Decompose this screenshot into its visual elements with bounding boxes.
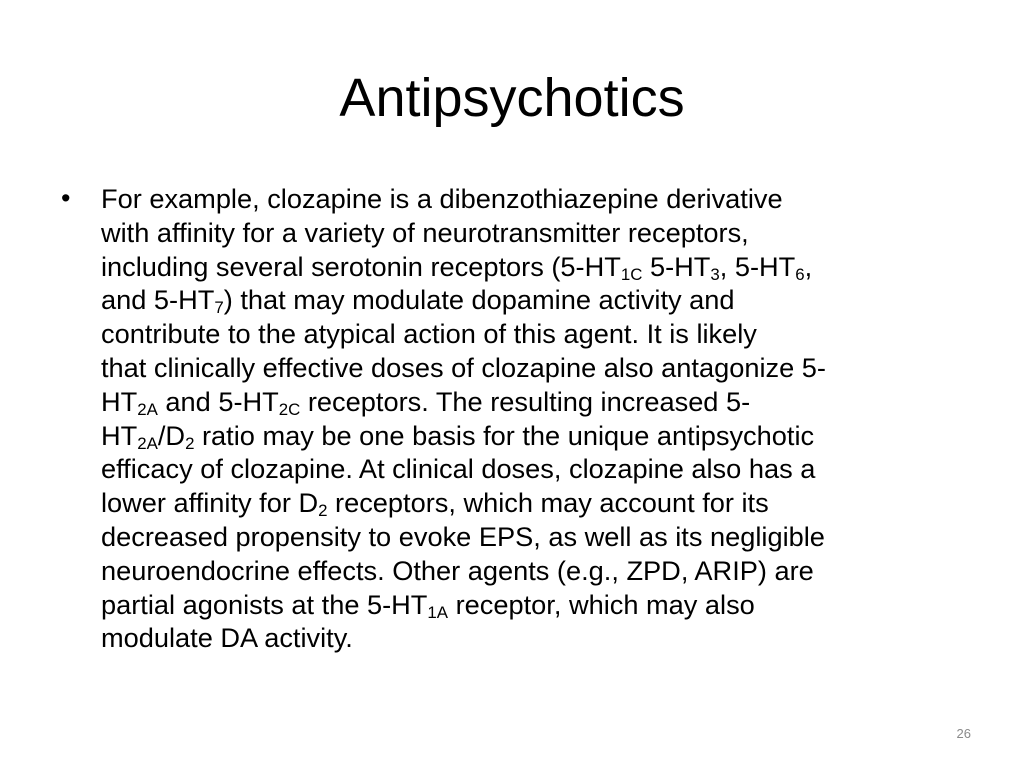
bullet-line: with affinity for a variety of neurotransmitter receptors, (101, 216, 749, 248)
bullet-item (58, 182, 973, 655)
bullet-line: efficacy of clozapine. At clinical doses, clozapine also has a (101, 453, 816, 485)
bullet-line: $HT_{2A}$ and $5-HT_{2C}$ receptors. The resulting increased 5- (101, 385, 751, 419)
bullet-line: that clinically effective doses of clozapine also antagonize 5- (101, 351, 826, 383)
bullet-line: partial agonists at the $5-HT_{1A}$ receptor, which may also (101, 588, 755, 622)
bullet-line: neuroendocrine effects. Other agents (e.g., ZPD, ARIP) are (101, 554, 814, 586)
bullet-line: modulate DA activity. (101, 622, 353, 654)
bullet-line: For example, clozapine is a dibenzothiazepine derivative (101, 183, 783, 214)
slide-content (58, 182, 973, 655)
bullet-line: contribute to the atypical action of this agent. It is likely (101, 318, 757, 350)
bullet-line: and $5-HT_7$) that may modulate dopamine activity and (101, 284, 735, 318)
page-number: 26 (956, 726, 971, 741)
bullet-text (101, 182, 973, 655)
bullet-line: decreased propensity to evoke EPS, as well as its negligible (101, 520, 825, 552)
bullet-icon: • (61, 183, 71, 213)
bullet-line: including several serotonin receptors ($5-HT_{1C}$ $5-HT_3$, $5-HT_6$, (101, 250, 813, 284)
bullet-line: $HT_{2A}/D_2$ ratio may be one basis for the unique antipsychotic (101, 419, 815, 453)
slide-title: Antipsychotics (339, 68, 685, 128)
bullet-line: lower affinity for $D_2$ receptors, which may account for its (101, 487, 769, 521)
